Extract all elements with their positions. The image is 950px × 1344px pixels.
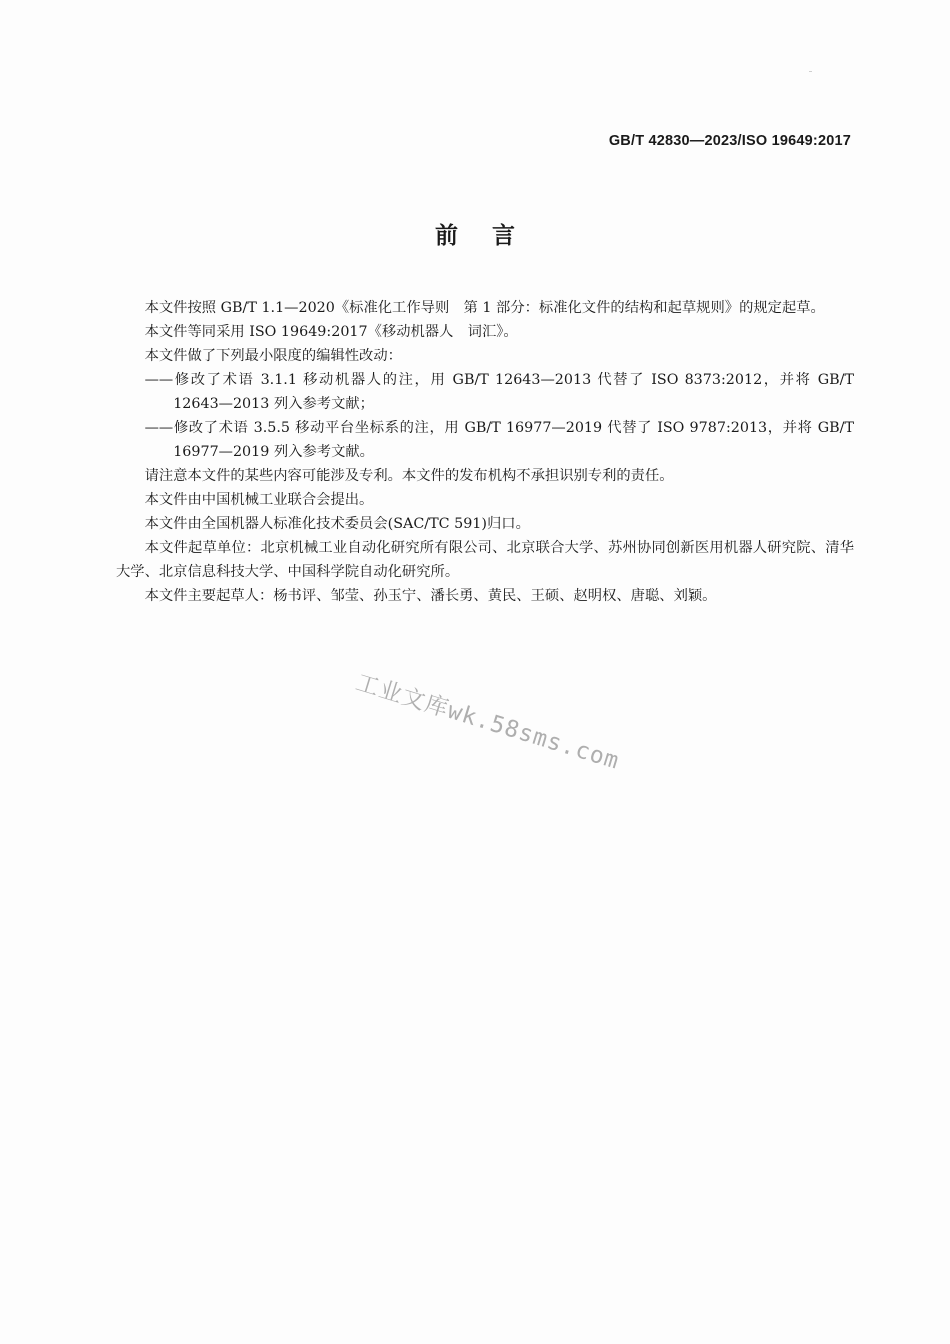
change-item-text: 修改了术语 3.1.1 移动机器人的注，用 GB/T 12643—2013 代替了 ISO 8373:2012，并将 GB/T 12643—2013 列入参考文献； bbox=[173, 372, 854, 412]
paragraph-changes-intro: 本文件做了下列最小限度的编辑性改动： bbox=[144, 348, 402, 364]
foreword-body bbox=[116, 296, 854, 608]
dash-marker: —— bbox=[144, 372, 174, 388]
change-item-text: 修改了术语 3.5.5 移动平台坐标系的注，用 GB/T 16977—2019 代替了 ISO 9787:2013，并将 GB/T 16977—2019 列入参考文献。 bbox=[173, 420, 854, 460]
standard-code-header: GB/T 42830—2023/ISO 19649:2017 bbox=[608, 133, 851, 149]
change-item bbox=[116, 416, 854, 464]
page-title: 前言 bbox=[435, 223, 549, 249]
watermark-text: 工业文库wk.58sms.com bbox=[352, 669, 623, 775]
change-item bbox=[116, 368, 854, 416]
scan-speck bbox=[809, 71, 812, 72]
paragraph-proposed-by: 本文件由中国机械工业联合会提出。 bbox=[144, 492, 374, 508]
paragraph-adoption: 本文件等同采用 ISO 19649:2017《移动机器人 词汇》。 bbox=[144, 324, 518, 340]
paragraph-technical-committee: 本文件由全国机器人标准化技术委员会(SAC/TC 591)归口。 bbox=[144, 516, 530, 532]
dash-marker: —— bbox=[144, 420, 174, 436]
paragraph-patent-notice: 请注意本文件的某些内容可能涉及专利。本文件的发布机构不承担识别专利的责任。 bbox=[144, 468, 674, 484]
paragraph-drafting-organizations: 本文件起草单位：北京机械工业自动化研究所有限公司、北京联合大学、苏州协同创新医用机器人研究院、清华大学、北京信息科技大学、中国科学院自动化研究所。 bbox=[116, 540, 854, 580]
paragraph-drafting-rules: 本文件按照 GB/T 1.1—2020《标准化工作导则 第 1 部分：标准化文件的结构和起草规则》的规定起草。 bbox=[144, 300, 825, 316]
paragraph-drafters: 本文件主要起草人：杨书评、邹莹、孙玉宁、潘长勇、黄民、王硕、赵明权、唐聪、刘颖。 bbox=[144, 588, 717, 604]
